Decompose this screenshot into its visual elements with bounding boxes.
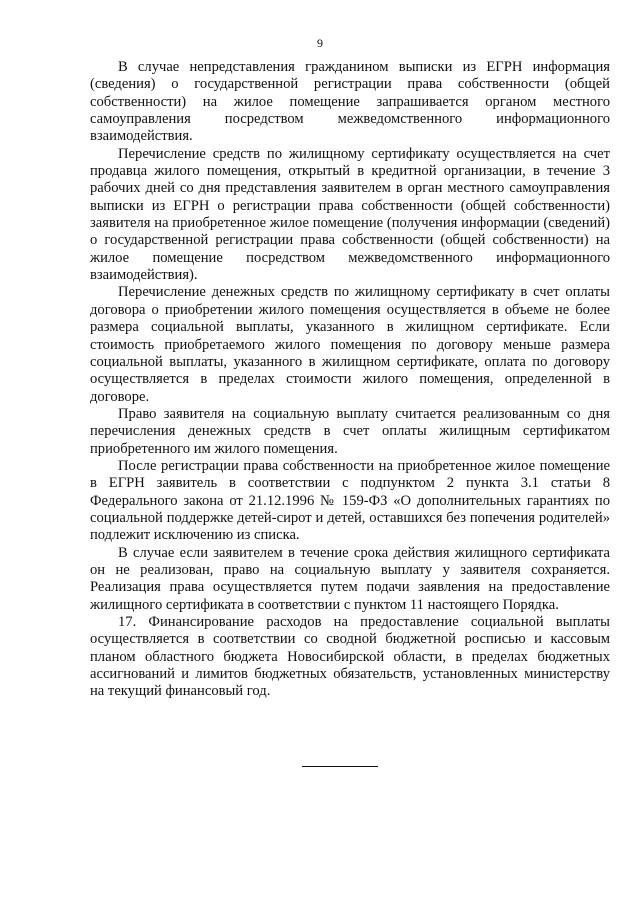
paragraph-list-exclusion: После регистрации права собственности на приобретенное жилое помещение в ЕГРН заявитель в соответствии с подпунктом 2 пункта 3.1 статьи 8 Федерального закона от 21.12.1996 № 159-ФЗ «О дополнительных гарантиях по социальной поддержке детей-сирот и детей, оставшихся без попечения родителей» подлежит исключению из списка. <box>90 457 610 544</box>
paragraph-certificate-transfer: Перечисление средств по жилищному сертификату осуществляется на счет продавца жилого помещения, открытый в кредитной организации, в течение 3 рабочих дней со дня представления заявителем в орган местного самоуправления выписки из ЕГРН о регистрации права собственности (общей собственности) заявителя на приобретенное жилое помещение (получения информации (сведений) о государственной регистрации права собственности (общей собственности) на жилое помещение посредством межведомственного информационного взаимодействия). <box>90 145 610 284</box>
paragraph-egrn-request: В случае непредставления гражданином выписки из ЕГРН информация (сведения) о государственной регистрации права собственности (общей собственности) на жилое помещение запрашивается органом местного самоуправления посредством межведомственного информационного взаимодействия. <box>90 59 610 145</box>
paragraph-financing: 17. Финансирование расходов на предоставление социальной выплаты осуществляется в соответствии со сводной бюджетной росписью и кассовым планом областного бюджета Новосибирской области, в пределах бюджетных ассигнований и лимитов бюджетных обязательств, установленных министерству на текущий финансовый год. <box>90 614 610 700</box>
document-body <box>90 59 610 701</box>
page-number: 9 <box>317 36 323 50</box>
paragraph-right-retained: В случае если заявителем в течение срока действия жилищного сертификата он не реализован, право на социальную выплату у заявителя сохраняется. Реализация права осуществляется путем подачи заявления на предоставление жилищного сертификата в соответствии с пунктом 11 настоящего Порядка. <box>90 544 610 613</box>
end-of-document-rule <box>302 766 378 767</box>
paragraph-right-realized: Право заявителя на социальную выплату считается реализованным со дня перечисления денежных средств в счет оплаты жилищным сертификатом приобретенного им жилого помещения. <box>90 405 610 457</box>
paragraph-payment-limit: Перечисление денежных средств по жилищному сертификату в счет оплаты договора о приобретении жилого помещения осуществляется в объеме не более размера социальной выплаты, указанного в жилищном сертификате. Если стоимость приобретаемого жилого помещения по договору меньше размера социальной выплаты, указанного в жилищном сертификате, оплата по договору осуществляется в пределах стоимости жилого помещения, определенной в договоре. <box>90 284 610 405</box>
